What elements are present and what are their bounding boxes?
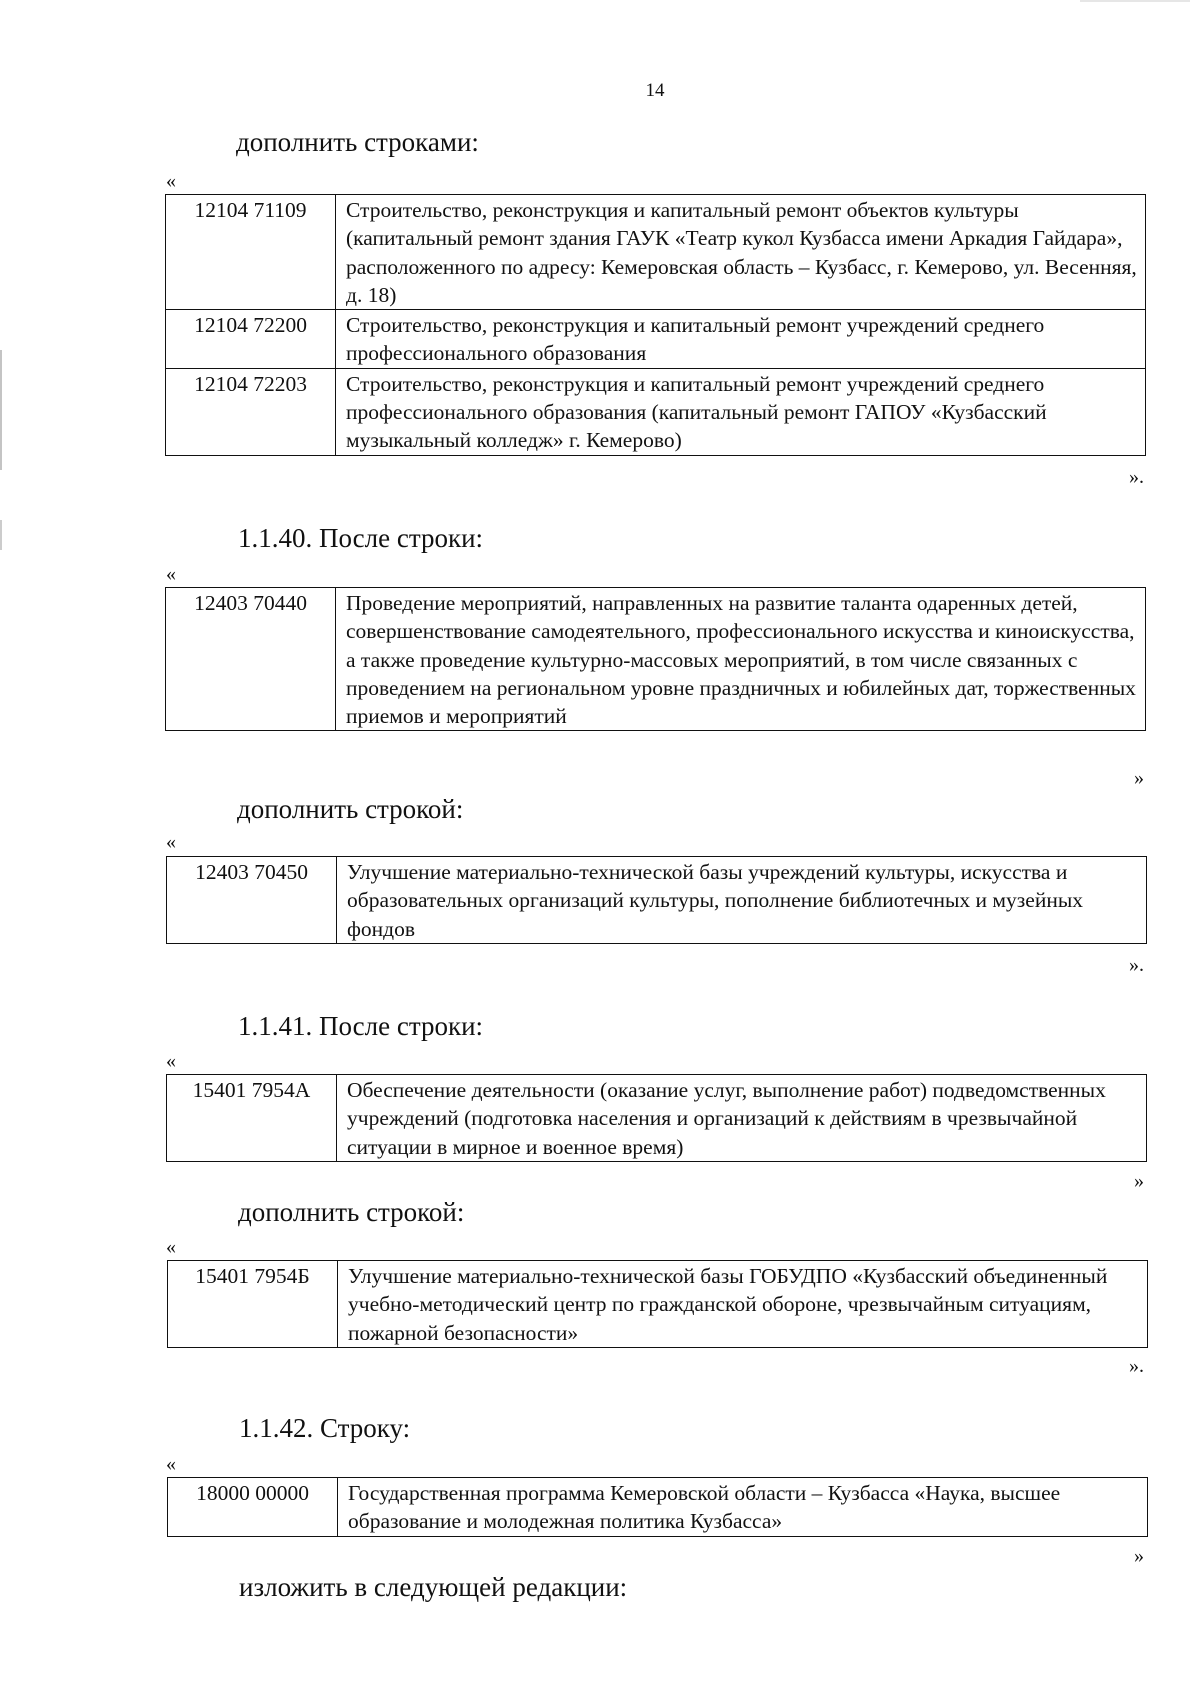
quote-open: «: [166, 1453, 176, 1475]
quote-close: »: [1134, 1545, 1144, 1567]
quote-open: «: [166, 831, 176, 853]
row-description: Строительство, реконструкция и капитальный ремонт учреждений среднего профессионального образования: [336, 310, 1146, 369]
row-description: Государственная программа Кемеровской области – Кузбасса «Наука, высшее образование и молодежная политика Кузбасса»: [338, 1478, 1148, 1537]
budget-code: 12104 72203: [166, 368, 336, 455]
section-heading: дополнить строками:: [236, 127, 479, 157]
row-description: Проведение мероприятий, направленных на развитие таланта одаренных детей, совершенствование самодеятельного, профессионального искусства и киноискусства, а также проведение культурно-массовых мероприятий, в том числе связанных с проведением на региональном уровне праздничных и юбилейных дат, торжественных приемов и мероприятий: [336, 588, 1146, 731]
scan-artifact: [0, 520, 2, 550]
budget-code: 12403 70440: [166, 588, 336, 731]
section-heading: дополнить строкой:: [238, 1197, 465, 1227]
amendment-table: [166, 1074, 1147, 1162]
final-heading: изложить в следующей редакции:: [239, 1572, 628, 1602]
row-description: Обеспечение деятельности (оказание услуг, выполнение работ) подведомственных учреждений (подготовка населения и организаций к действиям в чрезвычайной ситуации в мирное и военное время): [337, 1075, 1147, 1162]
amendment-table: [167, 1477, 1148, 1537]
quote-open: «: [166, 1236, 176, 1258]
scan-artifact: [1080, 0, 1190, 2]
budget-code: 15401 7954Б: [168, 1261, 338, 1348]
budget-code: 12104 71109: [166, 195, 336, 310]
budget-code: 15401 7954А: [167, 1075, 337, 1162]
quote-close: ».: [1129, 954, 1144, 976]
section-heading: 1.1.40. После строки:: [238, 523, 484, 553]
section-heading: 1.1.42. Строку:: [239, 1413, 411, 1443]
row-description: Строительство, реконструкция и капитальный ремонт учреждений среднего профессионального образования (капитальный ремонт ГАПОУ «Кузбасский музыкальный колледж» г. Кемерово): [336, 368, 1146, 455]
quote-open: «: [166, 563, 176, 585]
quote-open: «: [166, 170, 176, 192]
row-description: Строительство, реконструкция и капитальный ремонт объектов культуры (капитальный ремонт здания ГАУК «Театр кукол Кузбасса имени Аркадия Гайдара», расположенного по адресу: Кемеровская область – Кузбасс, г. Кемерово, ул. Весенняя, д. 18): [336, 195, 1146, 310]
table-row: [166, 588, 1146, 731]
table-row: [167, 857, 1147, 944]
section-heading: 1.1.41. После строки:: [238, 1011, 484, 1041]
row-description: Улучшение материально-технической базы ГОБУДПО «Кузбасский объединенный учебно-методический центр по гражданской обороне, чрезвычайным ситуациям, пожарной безопасности»: [338, 1261, 1148, 1348]
amendment-table: [167, 1260, 1148, 1348]
amendment-table: [165, 587, 1146, 731]
quote-close: »: [1134, 767, 1144, 789]
quote-close: »: [1134, 1170, 1144, 1192]
scan-artifact: [0, 350, 2, 470]
budget-code: 12403 70450: [167, 857, 337, 944]
section-heading: дополнить строкой:: [237, 794, 464, 824]
table-row: [166, 310, 1146, 369]
row-description: Улучшение материально-технической базы учреждений культуры, искусства и образовательных организаций культуры, пополнение библиотечных и музейных фондов: [337, 857, 1147, 944]
amendment-table: [166, 856, 1147, 944]
quote-close: ».: [1129, 1355, 1144, 1377]
page-number: 14: [645, 80, 665, 101]
table-row: [168, 1261, 1148, 1348]
budget-code: 12104 72200: [166, 310, 336, 369]
quote-close: ».: [1129, 466, 1144, 488]
table-row: [167, 1075, 1147, 1162]
table-row: [166, 195, 1146, 310]
table-row: [166, 368, 1146, 455]
quote-open: «: [166, 1050, 176, 1072]
amendment-table: [165, 194, 1146, 456]
table-row: [168, 1478, 1148, 1537]
budget-code: 18000 00000: [168, 1478, 338, 1537]
